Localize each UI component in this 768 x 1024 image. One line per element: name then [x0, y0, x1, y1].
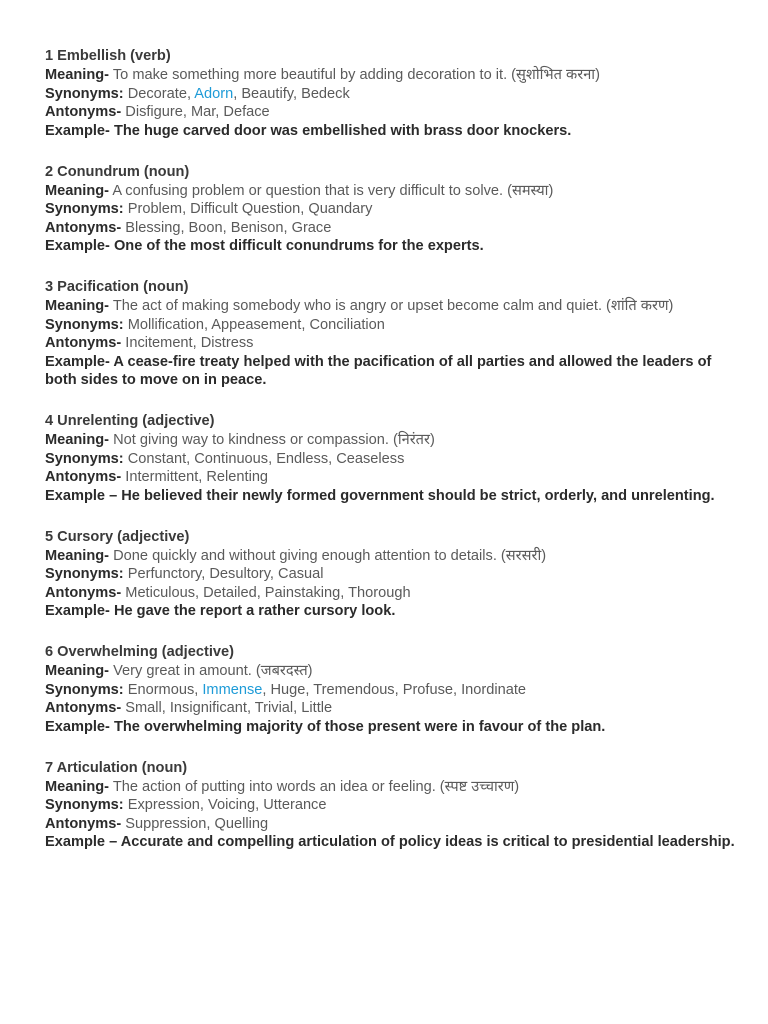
meaning-label: Meaning- [45, 547, 110, 564]
vocab-entry-5 [45, 528, 735, 621]
antonyms-label: Antonyms- [45, 469, 122, 486]
entry-heading: 2 Conundrum (noun) [45, 163, 190, 180]
meaning-text: The action of putting into words an idea or feeling. (स्पष्ट उच्चारण) [112, 779, 520, 795]
synonyms-label: Synonyms: [45, 566, 124, 583]
antonyms-label: Antonyms- [45, 335, 122, 352]
synonyms-label: Synonyms: [45, 797, 124, 814]
meaning-row [45, 547, 735, 565]
synonyms-text-rest: , Beautify, Bedeck [233, 85, 350, 102]
antonyms-text: Disfigure, Mar, Deface [125, 104, 270, 121]
meaning-text: Done quickly and without giving enough attention to details. (सरसरी) [113, 547, 547, 564]
antonyms-text: Incitement, Distress [125, 335, 254, 352]
antonyms-text: Suppression, Quelling [125, 815, 269, 832]
vocab-entry-1 [45, 47, 735, 140]
synonym-link[interactable]: Immense [202, 681, 263, 698]
synonyms-row [45, 796, 735, 814]
antonyms-row [45, 815, 735, 833]
synonyms-label: Synonyms: [45, 85, 124, 102]
synonyms-label: Synonyms: [45, 450, 124, 467]
example-sentence: Example – Accurate and compelling articulation of policy ideas is critical to presidential leadership. [45, 834, 735, 851]
synonyms-row [45, 565, 735, 583]
antonyms-row [45, 468, 735, 486]
synonyms-text: Mollification, Appeasement, Conciliation [127, 316, 385, 333]
synonyms-text: Constant, Continuous, Endless, Ceaseless [127, 450, 405, 467]
example-sentence: Example- One of the most difficult conundrums for the experts. [45, 238, 484, 255]
antonyms-label: Antonyms- [45, 584, 122, 601]
example-sentence: Example- A cease-fire treaty helped with the pacification of all parties and allowed the leaders of both sides to move on in peace. [45, 353, 712, 389]
synonyms-text: Decorate, [127, 85, 195, 102]
meaning-text: Not giving way to kindness or compassion. (निरंतर) [113, 432, 435, 449]
antonyms-text: Intermittent, Relenting [125, 469, 269, 486]
vocab-entry-7 [45, 759, 735, 852]
antonyms-row [45, 699, 735, 717]
meaning-label: Meaning- [45, 432, 110, 449]
synonym-link[interactable]: Adorn [194, 85, 234, 102]
entry-heading: 1 Embellish (verb) [45, 48, 171, 64]
meaning-label: Meaning- [45, 67, 110, 84]
entry-heading: 5 Cursory (adjective) [45, 528, 190, 545]
synonyms-text: Problem, Difficult Question, Quandary [127, 201, 373, 218]
meaning-label: Meaning- [45, 182, 110, 199]
example-sentence: Example – He believed their newly formed government should be strict, orderly, and unrelenting. [45, 487, 715, 504]
example-sentence: Example- The huge carved door was embellished with brass door knockers. [45, 122, 572, 139]
synonyms-text-rest: , Huge, Tremendous, Profuse, Inordinate [262, 681, 527, 698]
vocabulary-document [45, 47, 735, 852]
antonyms-label: Antonyms- [45, 815, 122, 832]
example-sentence: Example- The overwhelming majority of those present were in favour of the plan. [45, 718, 606, 735]
meaning-row [45, 182, 735, 200]
meaning-label: Meaning- [45, 779, 110, 795]
meaning-text: To make something more beautiful by adding decoration to it. (सुशोभित करना) [112, 67, 600, 84]
meaning-row [45, 778, 735, 796]
synonyms-row [45, 85, 735, 103]
meaning-label: Meaning- [45, 298, 110, 315]
antonyms-row [45, 334, 735, 352]
antonyms-text: Blessing, Boon, Benison, Grace [125, 219, 332, 236]
synonyms-text: Perfunctory, Desultory, Casual [127, 566, 324, 583]
antonyms-row [45, 103, 735, 121]
vocab-entry-3 [45, 278, 735, 389]
synonyms-row [45, 450, 735, 468]
example-sentence: Example- He gave the report a rather cursory look. [45, 603, 396, 620]
meaning-text: The act of making somebody who is angry or upset become calm and quiet. (शांति करण) [112, 298, 674, 315]
synonyms-label: Synonyms: [45, 681, 124, 698]
antonyms-text: Small, Insignificant, Trivial, Little [125, 700, 333, 717]
meaning-row [45, 431, 735, 449]
entry-heading: 4 Unrelenting (adjective) [45, 413, 215, 429]
synonyms-text: Expression, Voicing, Utterance [127, 797, 327, 814]
synonyms-label: Synonyms: [45, 316, 124, 333]
antonyms-label: Antonyms- [45, 104, 122, 121]
meaning-row [45, 66, 735, 84]
entry-heading: 7 Articulation (noun) [45, 759, 188, 776]
vocab-entry-6 [45, 643, 735, 736]
synonyms-text: Enormous, [127, 681, 203, 698]
meaning-row [45, 297, 735, 315]
antonyms-label: Antonyms- [45, 700, 122, 717]
meaning-label: Meaning- [45, 663, 110, 680]
meaning-text: A confusing problem or question that is very difficult to solve. (समस्या) [112, 182, 554, 199]
vocab-entry-4 [45, 412, 735, 505]
synonyms-row [45, 200, 735, 218]
antonyms-text: Meticulous, Detailed, Painstaking, Thorough [125, 584, 411, 601]
meaning-row [45, 662, 735, 680]
antonyms-label: Antonyms- [45, 219, 122, 236]
vocab-entry-2 [45, 163, 735, 256]
synonyms-row [45, 681, 735, 699]
antonyms-row [45, 219, 735, 237]
synonyms-row [45, 316, 735, 334]
entry-heading: 6 Overwhelming (adjective) [45, 644, 234, 661]
synonyms-label: Synonyms: [45, 201, 124, 218]
entry-heading: 3 Pacification (noun) [45, 279, 189, 296]
meaning-text: Very great in amount. (जबरदस्त) [113, 663, 313, 680]
antonyms-row [45, 584, 735, 602]
